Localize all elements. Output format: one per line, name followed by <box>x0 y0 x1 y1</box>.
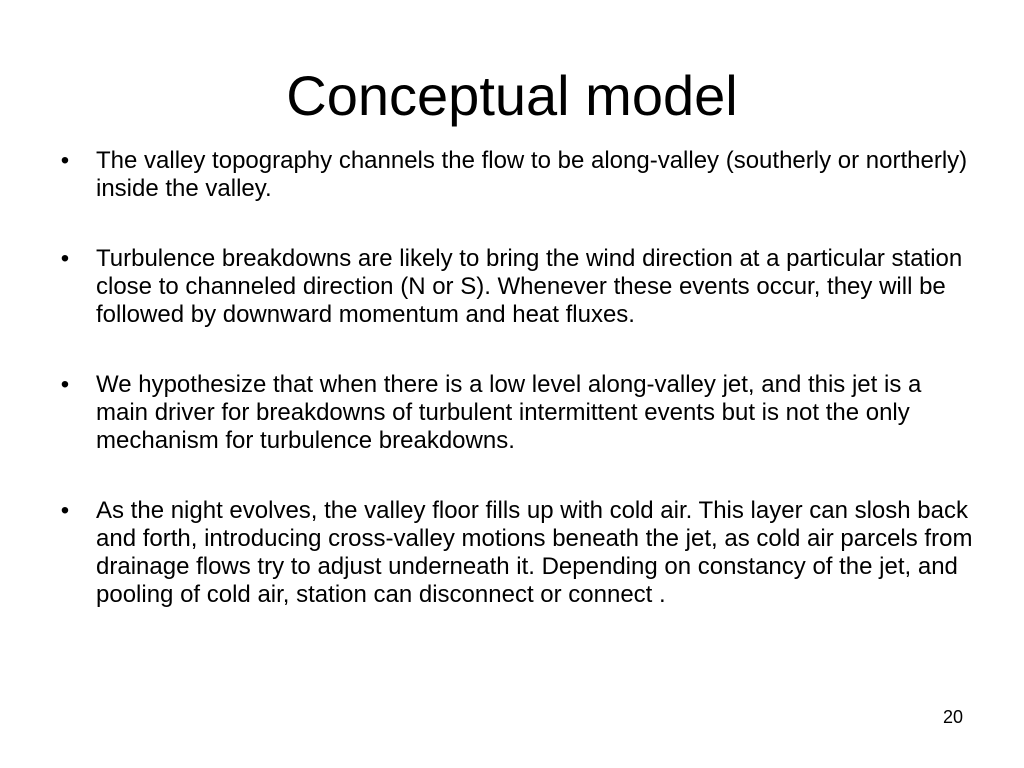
bullet-icon: • <box>60 371 70 398</box>
bullet-item <box>55 497 980 609</box>
bullet-text: The valley topography channels the flow to be along-valley (southerly or northerly) inside the valley. <box>96 147 968 202</box>
bullet-icon: • <box>60 497 70 524</box>
page-number: 20 <box>942 707 963 727</box>
bullet-list <box>55 147 980 609</box>
bullet-item <box>55 147 980 203</box>
slide-title: Conceptual model <box>286 64 738 127</box>
bullet-item <box>55 371 980 455</box>
bullet-icon: • <box>60 147 70 174</box>
bullet-text: We hypothesize that when there is a low level along-valley jet, and this jet is a main driver for breakdowns of turbulent intermittent events but is not the only mechanism for turbulence breakdowns. <box>96 371 922 454</box>
bullet-item <box>55 245 980 329</box>
bullet-text: Turbulence breakdowns are likely to bring the wind direction at a particular station close to channeled direction (N or S). Whenever these events occur, they will be followed by downward momentum and heat fluxes. <box>96 245 963 328</box>
bullet-icon: • <box>60 245 70 272</box>
bullet-text: As the night evolves, the valley floor fills up with cold air. This layer can slosh back and forth, introducing cross-valley motions beneath the jet, as cold air parcels from drainage flows try to adjust underneath it. Depending on constancy of the jet, and pooling of cold air, station can disconnect or connect . <box>96 497 973 608</box>
